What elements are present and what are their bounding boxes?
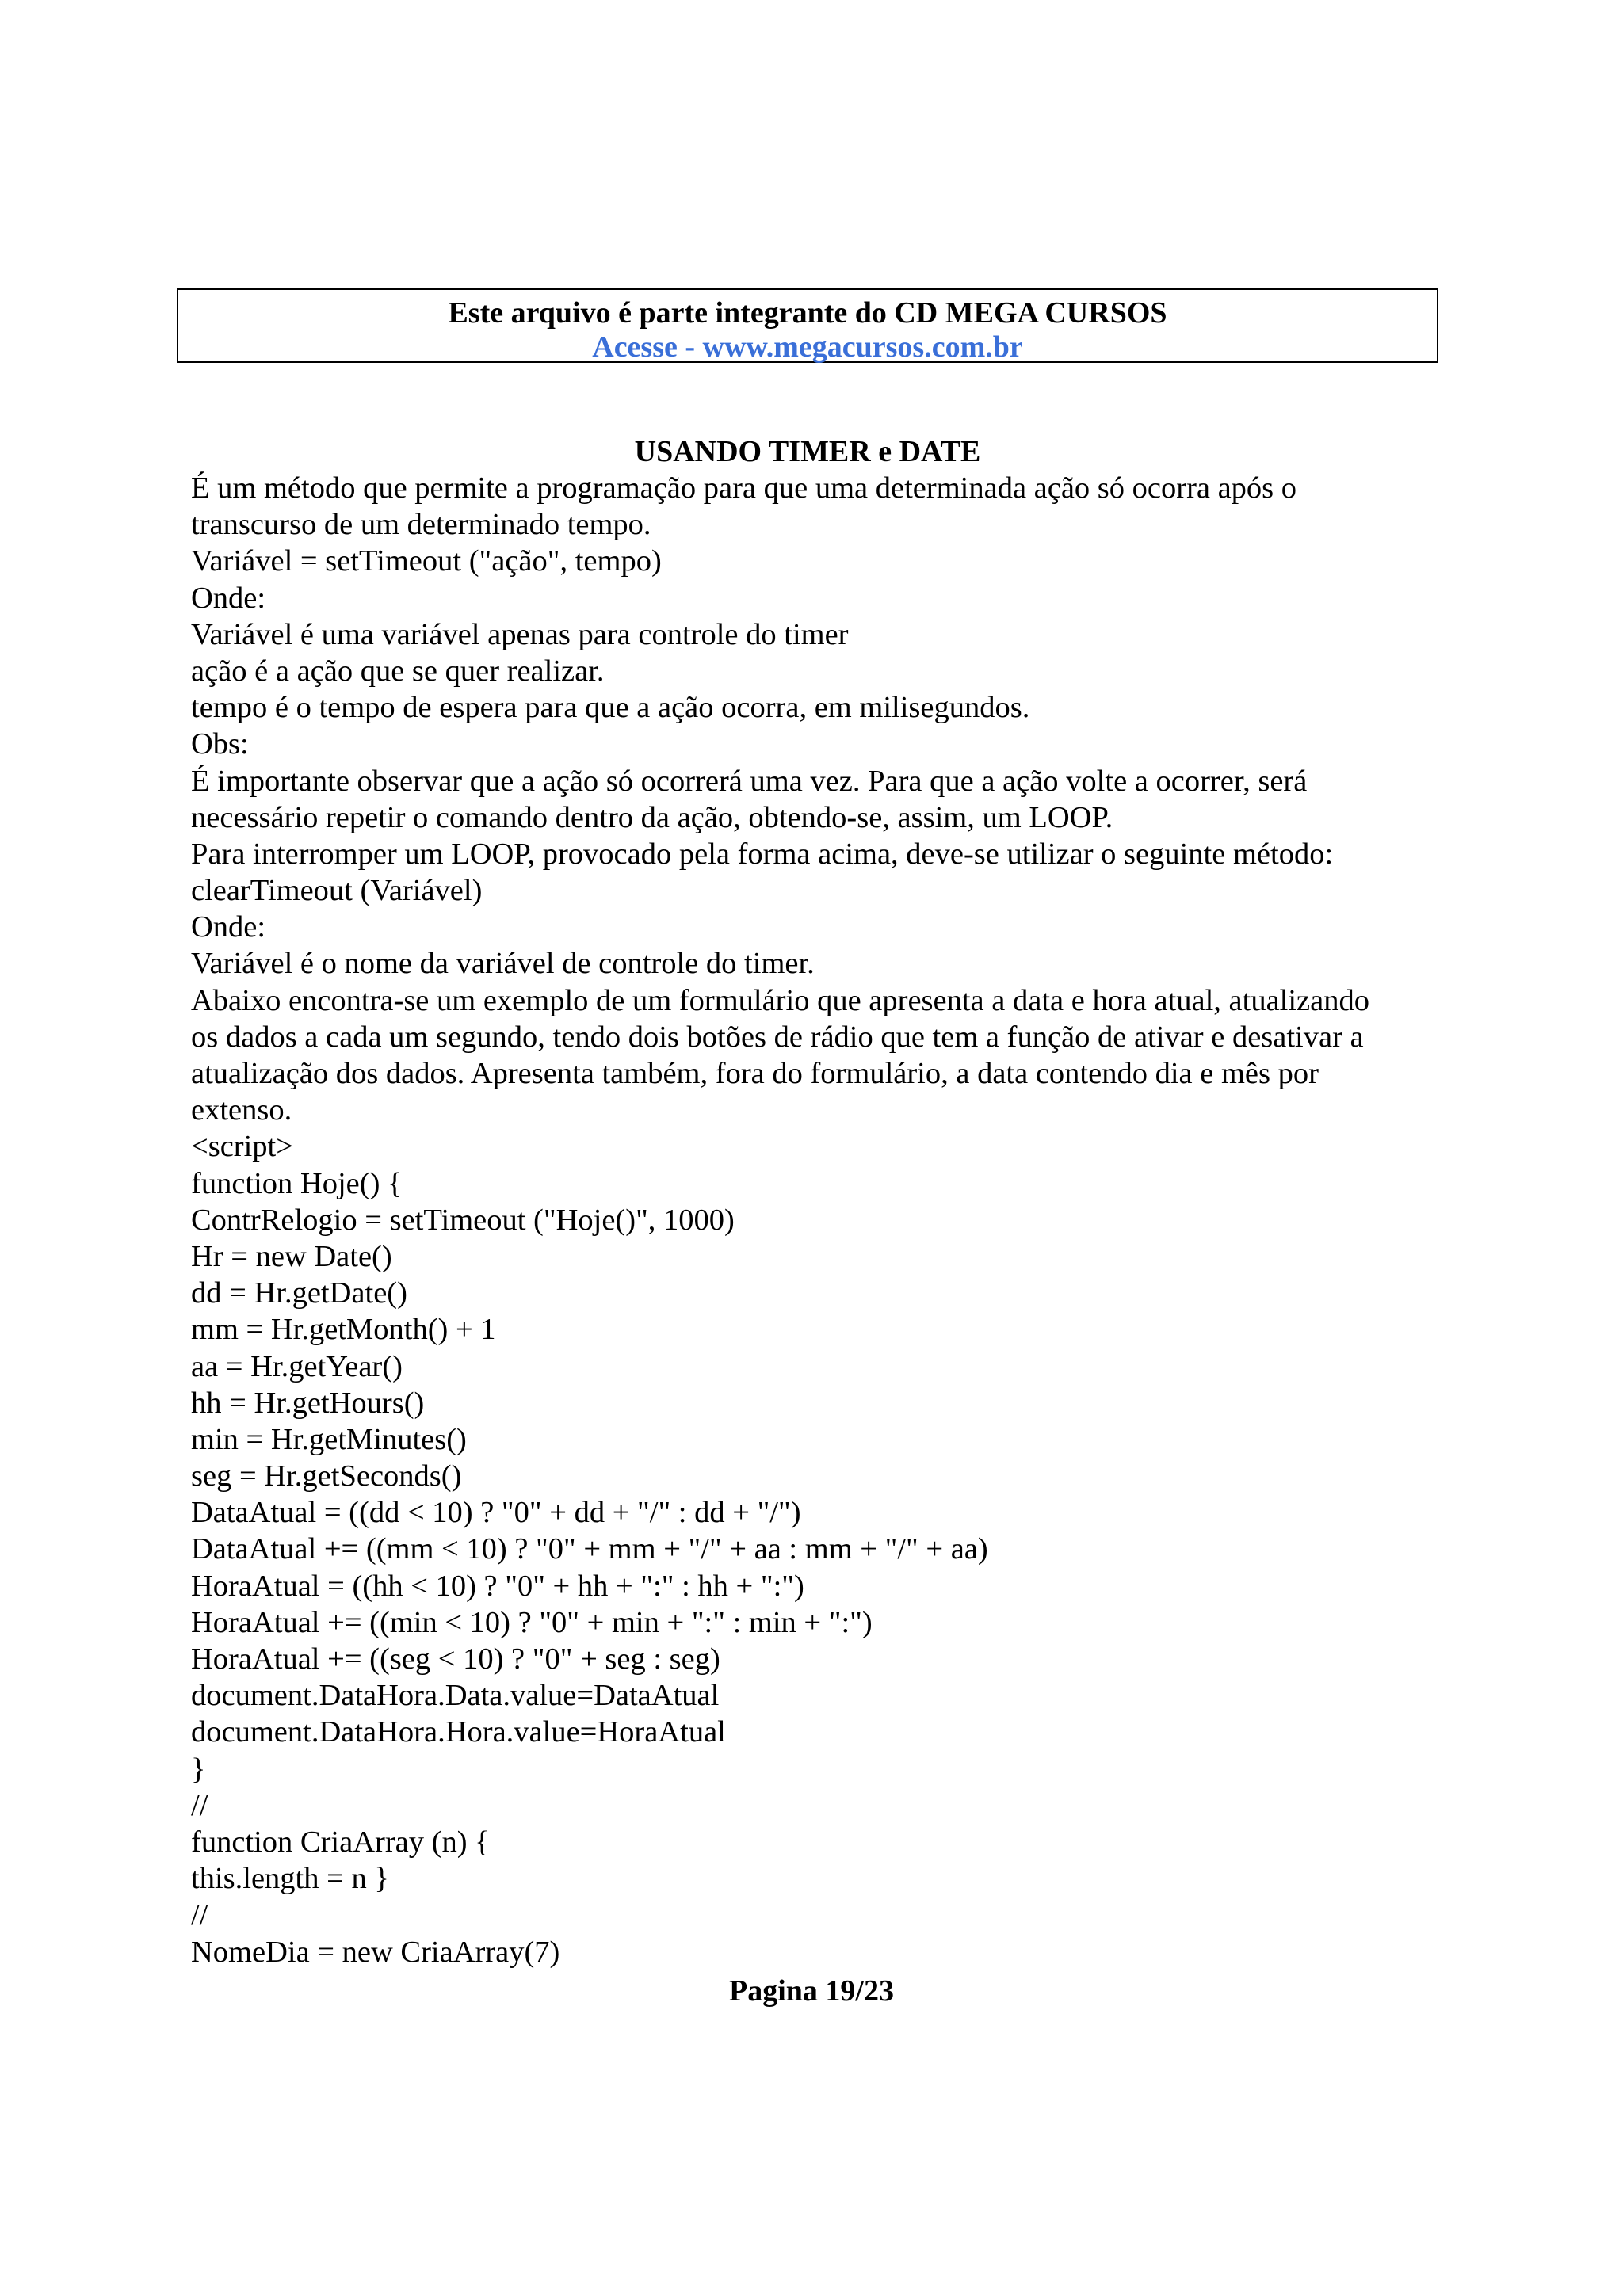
header-link[interactable]: Acesse - www.megacursos.com.br [592, 330, 1023, 364]
text-line: Variável = setTimeout ("ação", tempo) [191, 544, 662, 578]
code-line: HoraAtual = ((hh < 10) ? "0" + hh + ":" : hh + ":") [191, 1569, 804, 1603]
text-line: tempo é o tempo de espera para que a ação ocorra, em milisegundos. [191, 691, 1030, 725]
code-line: function Hoje() { [191, 1166, 403, 1200]
header-box [177, 288, 1438, 363]
text-line: É importante observar que a ação só ocorrerá uma vez. Para que a ação volte a ocorrer, será [191, 764, 1308, 798]
text-line: Obs: [191, 727, 249, 761]
text-line: Para interromper um LOOP, provocado pela forma acima, deve-se utilizar o seguinte método: [191, 837, 1334, 871]
code-line: <script> [191, 1130, 293, 1164]
code-line: document.DataHora.Hora.value=HoraAtual [191, 1715, 726, 1749]
code-line: min = Hr.getMinutes() [191, 1422, 467, 1456]
code-line: dd = Hr.getDate() [191, 1276, 407, 1310]
code-line: DataAtual = ((dd < 10) ? "0" + dd + "/" : dd + "/") [191, 1496, 801, 1530]
code-line: NomeDia = new CriaArray(7) [191, 1935, 560, 1969]
code-line: seg = Hr.getSeconds() [191, 1459, 462, 1493]
code-line: HoraAtual += ((seg < 10) ? "0" + seg : seg) [191, 1642, 720, 1676]
text-line: Variável é uma variável apenas para controle do timer [191, 617, 849, 651]
code-line: hh = Hr.getHours() [191, 1386, 425, 1420]
page-number: Pagina 19/23 [729, 1974, 894, 2008]
text-line: extenso. [191, 1093, 292, 1127]
text-line: necessário repetir o comando dentro da ação, obtendo-se, assim, um LOOP. [191, 800, 1113, 834]
code-line: Hr = new Date() [191, 1239, 392, 1273]
text-line: Onde: [191, 910, 266, 944]
code-line: document.DataHora.Data.value=DataAtual [191, 1679, 720, 1713]
code-line: // [191, 1788, 208, 1822]
code-line: DataAtual += ((mm < 10) ? "0" + mm + "/" + aa : mm + "/" + aa) [191, 1532, 988, 1566]
section-title: USANDO TIMER e DATE [634, 435, 981, 468]
code-line: mm = Hr.getMonth() + 1 [191, 1313, 496, 1347]
code-line: // [191, 1898, 208, 1932]
text-line: clearTimeout (Variável) [191, 874, 483, 908]
code-line: } [191, 1752, 206, 1786]
text-line: Onde: [191, 581, 266, 615]
code-line: HoraAtual += ((min < 10) ? "0" + min + ":" : min + ":") [191, 1605, 873, 1639]
header-notice: Este arquivo é parte integrante do CD MEGA CURSOS [448, 296, 1167, 330]
code-line: aa = Hr.getYear() [191, 1349, 403, 1383]
text-line: É um método que permite a programação para que uma determinada ação só ocorra após o [191, 471, 1297, 505]
text-line: Variável é o nome da variável de controle do timer. [191, 947, 815, 981]
body-text [191, 470, 1443, 1970]
text-line: ação é a ação que se quer realizar. [191, 654, 605, 688]
text-line: transcurso de um determinado tempo. [191, 508, 651, 542]
code-line: this.length = n } [191, 1862, 389, 1896]
code-line: function CriaArray (n) { [191, 1825, 490, 1859]
text-line: atualização dos dados. Apresenta também, fora do formulário, a data contendo dia e mês por [191, 1057, 1319, 1090]
text-line: os dados a cada um segundo, tendo dois botões de rádio que tem a função de ativar e desativar a [191, 1020, 1364, 1054]
text-line: Abaixo encontra-se um exemplo de um formulário que apresenta a data e hora atual, atualizando [191, 983, 1369, 1017]
code-line: ContrRelogio = setTimeout ("Hoje()", 1000) [191, 1203, 735, 1237]
